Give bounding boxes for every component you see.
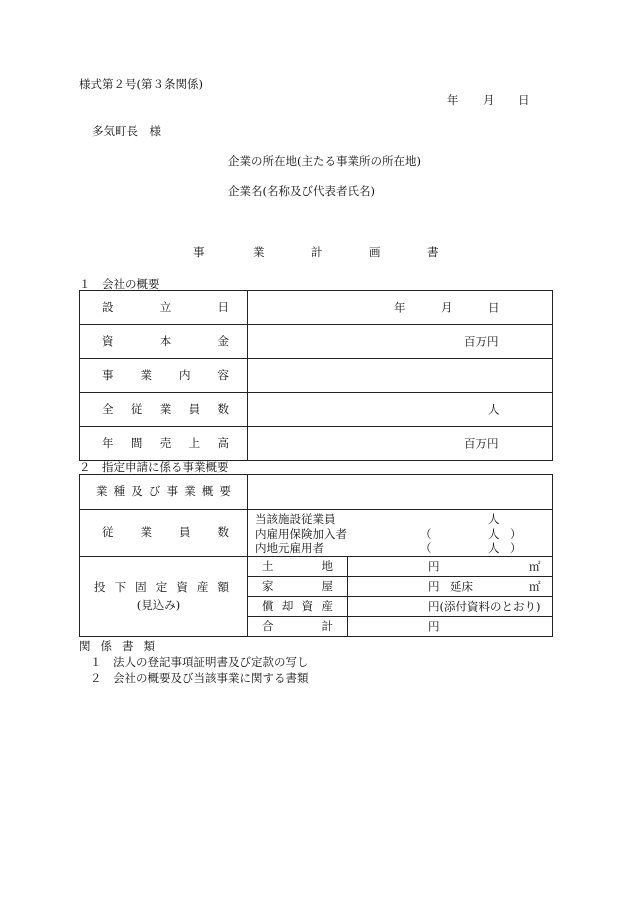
date-month: 月	[483, 93, 495, 107]
unit-month: 月	[441, 299, 453, 314]
unit-yen: 円	[428, 578, 440, 593]
row-label: 年 間 売 上 高	[102, 435, 229, 450]
title-char: 業	[253, 245, 265, 259]
unit-sqm: ㎡	[529, 578, 541, 593]
unit-million-yen: 百万円	[464, 435, 499, 450]
table-row	[80, 475, 553, 510]
addressee: 多気町長 様	[92, 124, 161, 138]
sub-label: 合 計	[262, 618, 333, 633]
table-row	[80, 359, 553, 393]
row-label: 従 業 員 数	[102, 525, 229, 540]
total-employees-field[interactable]	[248, 393, 553, 427]
business-summary-table	[79, 474, 553, 637]
related-docs-heading: 関 係 書 類	[79, 639, 155, 653]
table-row	[80, 291, 553, 325]
related-doc-item: ２ 会社の概要及び当該事業に関する書類	[90, 671, 309, 685]
unit-people: 人	[488, 541, 500, 555]
unit-people: 人	[488, 512, 500, 526]
table-row	[80, 393, 553, 427]
land-field[interactable]	[348, 557, 553, 577]
table-row	[80, 510, 553, 557]
unit-yen-attached: 円(添付資料のとおり)	[428, 598, 541, 613]
unit-million-yen: 百万円	[464, 333, 499, 348]
date-day: 日	[518, 93, 530, 107]
company-address-label: 企業の所在地(主たる事業所の所在地)	[228, 154, 421, 168]
investment-label-cell	[80, 557, 248, 637]
sub-label: 償 却 資 産	[262, 598, 333, 613]
title-char: 計	[311, 245, 323, 259]
building-field[interactable]	[348, 577, 553, 597]
employee-label: 当該施設従業員	[255, 512, 336, 526]
business-content-field[interactable]	[248, 359, 553, 393]
table-row	[80, 557, 553, 577]
section1-heading: １ 会社の概要	[79, 277, 160, 291]
establishment-date-field[interactable]	[248, 291, 553, 325]
title-char: 事	[193, 245, 205, 259]
paren-open: （	[420, 541, 432, 555]
company-overview-table	[79, 290, 553, 461]
sub-label: 家 屋	[262, 578, 333, 593]
paren-open: （	[420, 527, 432, 541]
table-row	[80, 325, 553, 359]
depreciable-assets-field[interactable]	[348, 597, 553, 617]
capital-field[interactable]	[248, 325, 553, 359]
employees-field[interactable]	[248, 510, 553, 557]
annual-sales-field[interactable]	[248, 427, 553, 461]
total-field[interactable]	[348, 617, 553, 637]
business-type-field[interactable]	[248, 475, 553, 510]
table-row	[80, 427, 553, 461]
investment-note: (見込み)	[136, 597, 181, 612]
related-doc-item: １ 法人の登記事項証明書及び定款の写し	[90, 655, 309, 669]
row-label: 資 本 金	[102, 333, 229, 348]
paren-close: ）	[510, 541, 522, 555]
section2-heading: ２ 指定申請に係る事業概要	[79, 460, 229, 474]
row-label: 設 立 日	[102, 299, 229, 314]
unit-yen: 円	[428, 558, 440, 573]
title-char: 書	[427, 245, 439, 259]
row-label: 投 下 固 定 資 産 額	[94, 580, 229, 594]
unit-day: 日	[488, 299, 500, 314]
employee-label: 内地元雇用者	[255, 541, 324, 555]
row-label: 全 従 業 員 数	[102, 401, 229, 416]
date-year: 年	[447, 93, 459, 107]
unit-sqm: ㎡	[529, 558, 541, 573]
floor-area-label: 延床	[450, 578, 473, 593]
unit-people: 人	[488, 401, 500, 416]
row-label: 業 種 及 び 事 業 概 要	[96, 484, 231, 499]
paren-close: ）	[510, 527, 522, 541]
form-id: 様式第２号(第３条関係)	[79, 77, 203, 91]
sub-label: 土 地	[262, 558, 333, 573]
employee-label: 内雇用保険加入者	[255, 527, 347, 541]
unit-yen: 円	[428, 618, 440, 633]
unit-year: 年	[394, 299, 406, 314]
title-char: 画	[369, 245, 381, 259]
company-name-label: 企業名(名称及び代表者氏名)	[228, 184, 375, 198]
row-label: 事 業 内 容	[102, 367, 229, 382]
unit-people: 人	[488, 527, 500, 541]
